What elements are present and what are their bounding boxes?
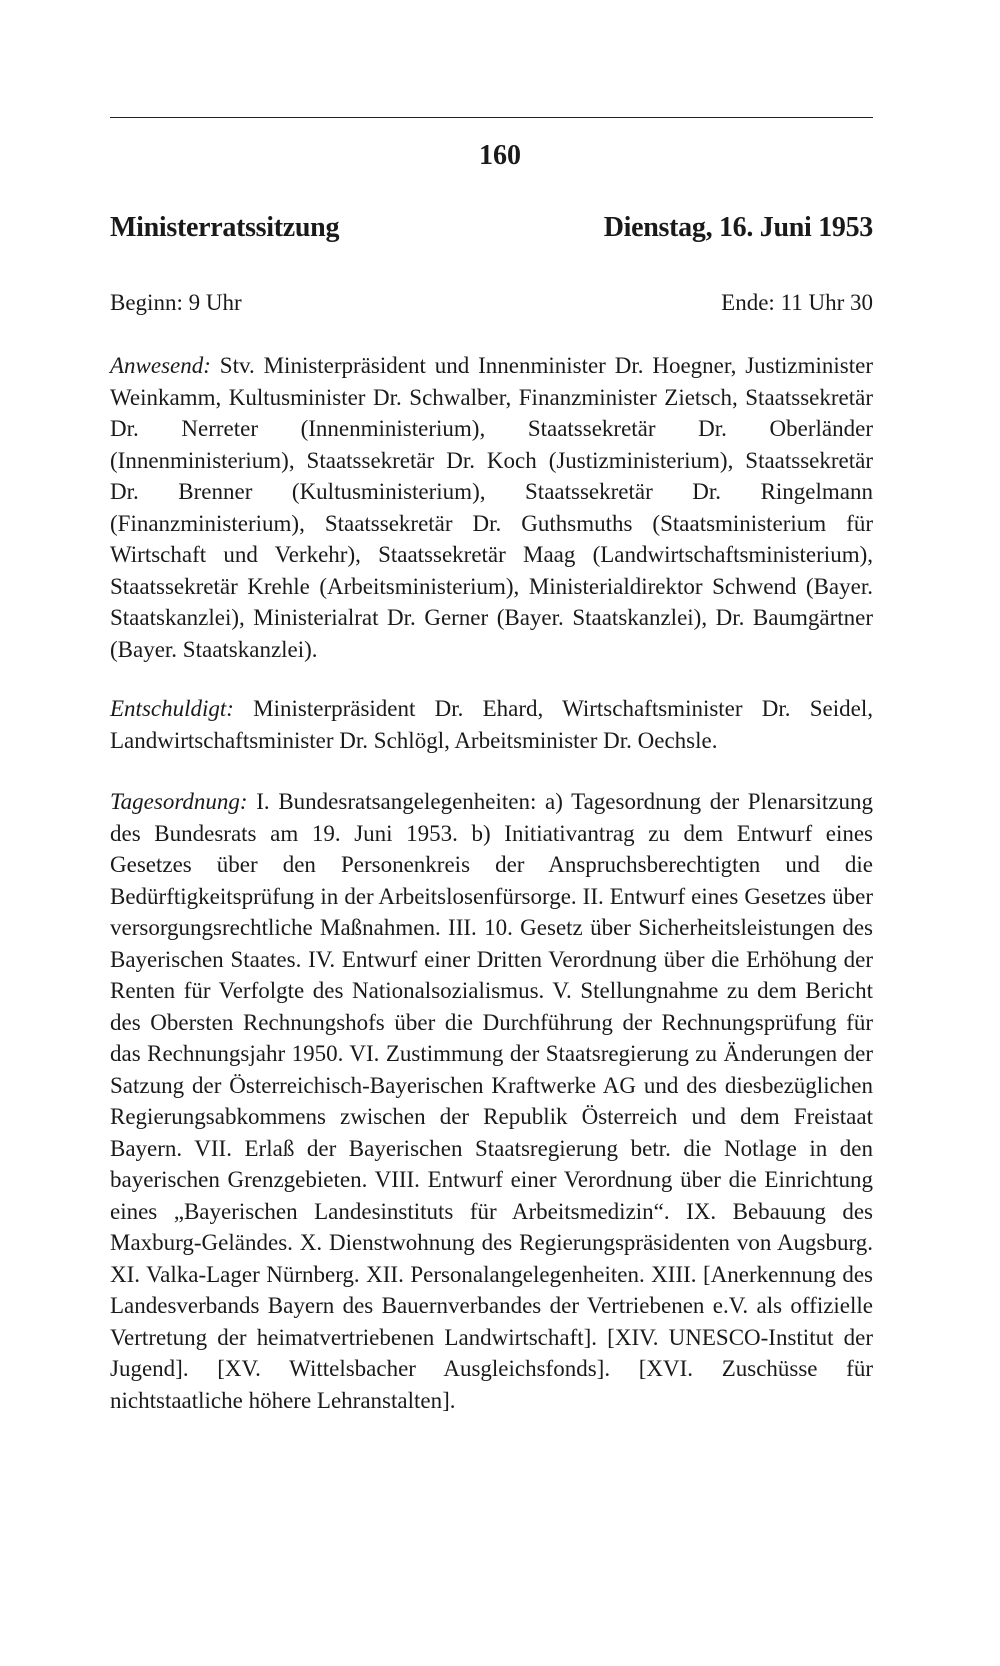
excused-paragraph bbox=[110, 693, 873, 756]
excused-label: Entschuldigt: bbox=[110, 696, 234, 721]
attendees-text: Stv. Ministerpräsident und Innenminister Dr. Hoegner, Justizminister Weinkamm, Kultusminister Dr. Schwalber, Finanzminister Zietsch, Staatssekretär Dr. Nerreter (Innenministerium), Staatssekretär Dr. Oberländer (Innenministerium), Staatssekretär Dr. Koch (Justizministerium), Staatssekretär Dr. Brenner (Kultusministerium), Staatssekretär Dr. Ringelmann (Finanzministerium), Staatssekretär Dr. Guthsmuths (Staatsministerium für Wirtschaft und Verkehr), Staatssekretär Maag (Landwirtschaftsministerium), Staatssekretär Krehle (Arbeitsministerium), Ministerialdirektor Schwend (Bayer. Staatskanzlei), Ministerialrat Dr. Gerner (Bayer. Staatskanzlei), Dr. Baumgärtner (Bayer. Staatskanzlei). bbox=[110, 353, 873, 662]
start-time: Beginn: 9 Uhr bbox=[110, 290, 242, 315]
attendees-label: Anwesend: bbox=[110, 353, 211, 378]
session-date: Dienstag, 16. Juni 1953 bbox=[603, 212, 873, 243]
document-number: 160 bbox=[479, 140, 521, 171]
time-row bbox=[110, 290, 873, 316]
session-title: Ministerratssitzung bbox=[110, 212, 340, 243]
agenda-label: Tagesordnung: bbox=[110, 789, 248, 814]
header-rule bbox=[110, 117, 873, 118]
excused-text: Ministerpräsident Dr. Ehard, Wirtschaftsminister Dr. Seidel, Landwirtschaftsminister Dr. Schlögl, Arbeitsminister Dr. Oechsle. bbox=[110, 696, 873, 753]
attendees-paragraph bbox=[110, 350, 873, 665]
end-time: Ende: 11 Uhr 30 bbox=[721, 290, 873, 315]
agenda-paragraph bbox=[110, 786, 873, 1416]
title-row bbox=[110, 212, 873, 244]
agenda-text: I. Bundesratsangelegenheiten: a) Tagesordnung der Plenarsitzung des Bundesrats am 19. Juni 1953. b) Initiativantrag zu dem Entwurf eines Gesetzes über den Personenkreis der Anspruchsberechtigten und die Bedürftigkeitsprüfung in der Arbeitslosenfürsorge. II. Entwurf eines Gesetzes über versorgungsrechtliche Maßnahmen. III. 10. Gesetz über Sicherheitsleistungen des Bayerischen Staates. IV. Entwurf einer Dritten Verordnung über die Erhöhung der Renten für Verfolgte des Nationalsozialismus. V. Stellungnahme zu dem Bericht des Obersten Rechnungshofs über die Durchführung der Rechnungsprüfung für das Rechnungsjahr 1950. VI. Zustimmung der Staatsregierung zu Änderungen der Satzung der Österreichisch-Bayerischen Kraftwerke AG und des diesbezüglichen Regierungsabkommens zwischen der Republik Österreich und dem Freistaat Bayern. VII. Erlaß der Bayerischen Staatsregierung betr. die Notlage in den bayerischen Grenzgebieten. VIII. Entwurf einer Verordnung über die Einrichtung eines „Bayerischen Landesinstituts für Arbeitsmedizin“. IX. Bebauung des Maxburg-Geländes. X. Dienstwohnung des Regierungspräsidenten von Augsburg. XI. Valka-Lager Nürnberg. XII. Personalangelegenheiten. XIII. [Anerkennung des Landesverbands Bayern des Bauernverbandes der Vertriebenen e.V. als offizielle Vertretung der heimatvertriebenen Landwirtschaft]. [XIV. UNESCO-Institut der Jugend]. [XV. Wittelsbacher Ausgleichsfonds]. [XVI. Zuschüsse für nichtstaatliche höhere Lehranstalten]. bbox=[110, 789, 873, 1413]
